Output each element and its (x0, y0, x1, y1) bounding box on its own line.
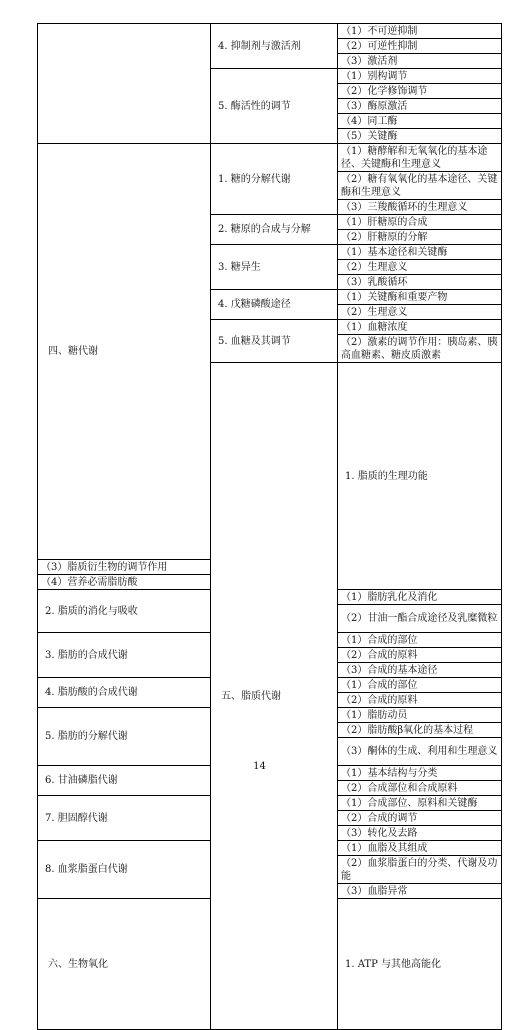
page-number: 14 (253, 761, 266, 772)
item-cell: （2）可逆性抑制 (338, 39, 502, 54)
item-cell: （2）生理意义 (338, 305, 502, 320)
topic-cell: 4. 戊糖磷酸途径 (211, 290, 338, 320)
topic-cell: 6. 甘油磷脂代谢 (38, 766, 211, 796)
topic-cell: 1. ATP 与其他高能化 (338, 899, 502, 1030)
item-cell: （1）合成的部位 (338, 678, 502, 693)
item-cell: （1）不可逆抑制 (338, 24, 502, 39)
item-cell: （2）血浆脂蛋白的分类、代谢及功能 (338, 856, 502, 884)
item-cell: （3）激活剂 (338, 54, 502, 69)
item-cell: （1）血糖浓度 (338, 320, 502, 335)
item-cell: （2）生理意义 (338, 260, 502, 275)
item-cell: （2）甘油一酯合成途径及乳糜微粒 (338, 605, 502, 633)
item-cell: （3）酶原激活 (338, 99, 502, 114)
item-cell: （2）合成部位和合成原料 (338, 781, 502, 796)
item-cell: （3）酮体的生成、利用和生理意义 (338, 738, 502, 766)
topic-cell: 4. 抑制剂与激活剂 (211, 24, 338, 69)
item-cell: （4）同工酶 (338, 114, 502, 129)
item-cell: （3）血脂异常 (338, 884, 502, 899)
topic-cell: 5. 酶活性的调节 (211, 69, 338, 144)
item-cell: （1）糖酵解和无氧氧化的基本途径、关键酶和生理意义 (338, 144, 502, 172)
item-cell: （1）别构调节 (338, 69, 502, 84)
topic-cell: 2. 糖原的合成与分解 (211, 215, 338, 245)
topic-cell: 3. 糖异生 (211, 245, 338, 290)
item-cell: （1）脂肪动员 (338, 708, 502, 723)
item-cell: （2）激素的调节作用：胰岛素、胰高血糖素、糖皮质激素 (338, 335, 502, 363)
item-cell: （2）合成的原料 (338, 648, 502, 663)
item-cell: （2）糖有氧氧化的基本途径、关键酶和生理意义 (338, 172, 502, 200)
item-cell: （1）血脂及其组成 (338, 841, 502, 856)
unit-cell (38, 24, 211, 144)
item-cell: （4）营养必需脂肪酸 (38, 575, 211, 590)
item-cell: （1）关键酶和重要产物 (338, 290, 502, 305)
topic-cell: 4. 脂肪酸的合成代谢 (38, 678, 211, 708)
topic-cell: 5. 血糖及其调节 (211, 320, 338, 363)
topic-cell: 8. 血浆脂蛋白代谢 (38, 841, 211, 899)
item-cell: （5）关键酶 (338, 129, 502, 144)
item-cell: （1）基本途径和关键酶 (338, 245, 502, 260)
unit-cell: 四、糖代谢 (38, 144, 211, 560)
item-cell: （2）脂肪酸β氧化的基本过程 (338, 723, 502, 738)
item-cell: （1）基本结构与分类 (338, 766, 502, 781)
topic-cell: 1. 脂质的生理功能 (338, 363, 502, 590)
syllabus-table (37, 23, 502, 1030)
item-cell: （2）合成的原料 (338, 693, 502, 708)
item-cell: （3）脂质衍生物的调节作用 (38, 560, 211, 575)
item-cell: （1）合成部位、原料和关键酶 (338, 796, 502, 811)
item-cell: （1）肝糖原的合成 (338, 215, 502, 230)
item-cell: （2）肝糖原的分解 (338, 230, 502, 245)
item-cell: （2）化学修饰调节 (338, 84, 502, 99)
topic-cell: 3. 脂肪的合成代谢 (38, 633, 211, 678)
topic-cell: 5. 脂肪的分解代谢 (38, 708, 211, 766)
topic-cell: 1. 糖的分解代谢 (211, 144, 338, 215)
topic-cell: 7. 胆固醇代谢 (38, 796, 211, 841)
topic-cell: 2. 脂质的消化与吸收 (38, 590, 211, 633)
item-cell: （1）合成的部位 (338, 633, 502, 648)
item-cell: （3）三羧酸循环的生理意义 (338, 200, 502, 215)
item-cell: （3）转化及去路 (338, 826, 502, 841)
unit-cell: 六、生物氧化 (38, 899, 211, 1030)
item-cell: （3）乳酸循环 (338, 275, 502, 290)
item-cell: （1）脂肪乳化及消化 (338, 590, 502, 605)
unit-cell: 五、脂质代谢 (211, 363, 338, 1030)
item-cell: （2）合成的调节 (338, 811, 502, 826)
item-cell: （3）合成的基本途径 (338, 663, 502, 678)
